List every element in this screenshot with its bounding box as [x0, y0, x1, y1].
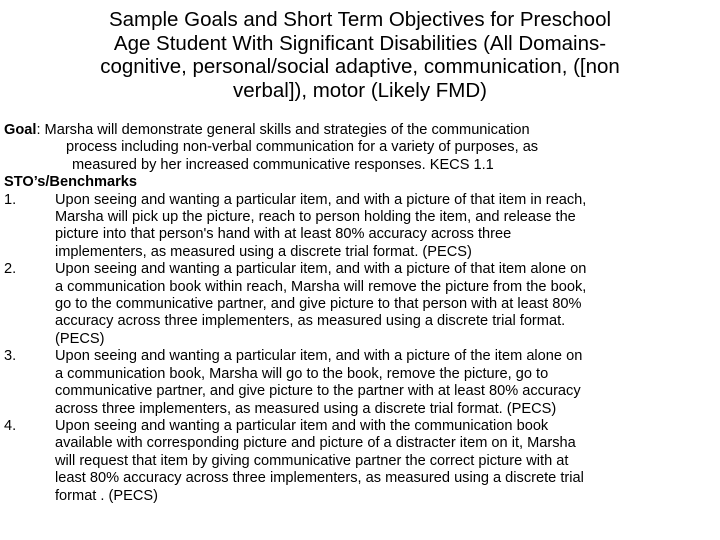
goal-block: [4, 122, 716, 174]
objective-line: go to the communicative partner, and give picture to that person with at least 80%: [55, 296, 582, 313]
title-line: verbal]), motor (Likely FMD): [232, 78, 487, 102]
objective-number: 1.: [4, 191, 17, 208]
objective-line: across three implementers, as measured using a discrete trial format. (PECS): [55, 400, 557, 417]
objective-line: (PECS): [55, 330, 105, 347]
objective-item: [4, 418, 716, 505]
objective-item: [4, 192, 716, 262]
objective-number: 3.: [4, 348, 17, 365]
objective-line: Upon seeing and wanting a particular item, and with a picture of that item alone on: [55, 261, 587, 278]
title-line: Age Student With Significant Disabilities (All Domains-: [113, 31, 607, 55]
objective-number: 2.: [4, 261, 17, 278]
objective-item: [4, 261, 716, 348]
objective-line: available with corresponding picture and picture of a distracter item on it, Marsha: [55, 435, 576, 452]
objective-line: Upon seeing and wanting a particular item, and with a picture of that item in reach,: [55, 191, 587, 208]
objective-line: Upon seeing and wanting a particular item and with the communication book: [55, 417, 549, 434]
sto-heading: STO’s/Benchmarks: [4, 174, 138, 191]
objective-number: 4.: [4, 417, 17, 434]
objective-line: accuracy across three implementers, as measured using a discrete trial format.: [55, 313, 566, 330]
objective-line: format . (PECS): [55, 487, 158, 504]
slide-body: [4, 122, 716, 505]
objective-line: picture into that person's hand with at least 80% accuracy across three: [55, 226, 512, 243]
title-line: Sample Goals and Short Term Objectives for Preschool: [108, 8, 612, 31]
goal-line: process including non-verbal communication for a variety of purposes, as: [66, 139, 539, 156]
goal-label: Goal: [4, 122, 37, 138]
objective-line: a communication book within reach, Marsha will remove the picture from the book,: [55, 278, 587, 295]
goal-line: [4, 122, 716, 139]
goal-text: : Marsha will demonstrate general skills and strategies of the communication: [36, 122, 530, 138]
objective-item: [4, 348, 716, 418]
slide-title: [30, 8, 690, 102]
objective-line: communicative partner, and give picture to the partner with at least 80% accuracy: [55, 383, 581, 400]
title-line: cognitive, personal/social adaptive, communication, ([non: [100, 55, 620, 78]
objective-line: implementers, as measured using a discrete trial format. (PECS): [55, 243, 472, 260]
goal-line: measured by her increased communicative responses. KECS 1.1: [72, 156, 494, 173]
objective-line: Marsha will pick up the picture, reach to person holding the item, and release the: [55, 209, 576, 226]
objective-line: a communication book, Marsha will go to the book, remove the picture, go to: [55, 365, 549, 382]
objective-line: Upon seeing and wanting a particular item, and with a picture of the item alone on: [55, 348, 583, 365]
objective-line: will request that item by giving communicative partner the correct picture with at: [55, 452, 569, 469]
objective-line: least 80% accuracy across three implementers, as measured using a discrete trial: [55, 470, 584, 487]
